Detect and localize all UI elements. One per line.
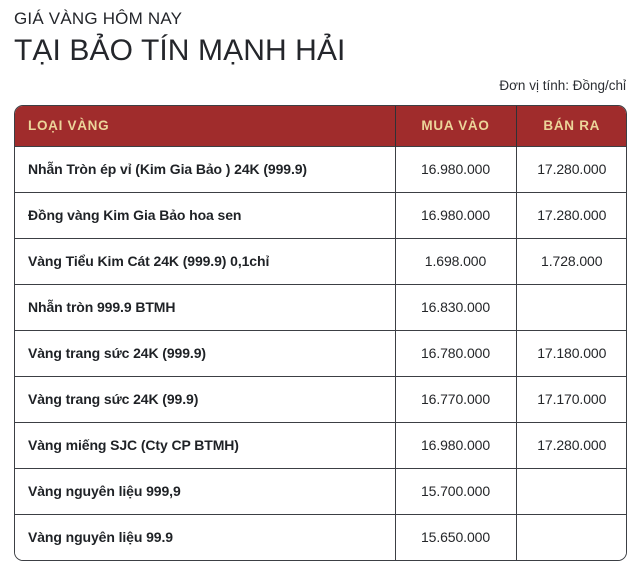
table-row bbox=[15, 468, 627, 514]
cell-buy-price: 15.650.000 bbox=[395, 514, 516, 560]
cell-buy-price: 16.770.000 bbox=[395, 376, 516, 422]
cell-buy-price: 16.980.000 bbox=[395, 146, 516, 192]
table-row bbox=[15, 192, 627, 238]
table-row bbox=[15, 514, 627, 560]
cell-buy-price: 16.980.000 bbox=[395, 192, 516, 238]
cell-buy-price: 15.700.000 bbox=[395, 468, 516, 514]
price-table-container bbox=[14, 105, 627, 561]
cell-gold-type: Nhẫn tròn 999.9 BTMH bbox=[15, 284, 395, 330]
cell-gold-type: Vàng nguyên liệu 99.9 bbox=[15, 514, 395, 560]
cell-gold-type: Vàng nguyên liệu 999,9 bbox=[15, 468, 395, 514]
cell-buy-price: 16.830.000 bbox=[395, 284, 516, 330]
cell-gold-type: Nhẫn Tròn ép vỉ (Kim Gia Bảo ) 24K (999.9) bbox=[15, 146, 395, 192]
cell-gold-type: Vàng trang sức 24K (999.9) bbox=[15, 330, 395, 376]
cell-sell-price: 17.180.000 bbox=[516, 330, 627, 376]
cell-sell-price: 1.728.000 bbox=[516, 238, 627, 284]
page-heading bbox=[0, 0, 640, 71]
cell-sell-price: 17.280.000 bbox=[516, 146, 627, 192]
cell-buy-price: 1.698.000 bbox=[395, 238, 516, 284]
column-header-buy: MUA VÀO bbox=[395, 106, 516, 146]
cell-gold-type: Vàng miếng SJC (Cty CP BTMH) bbox=[15, 422, 395, 468]
cell-sell-price bbox=[516, 284, 627, 330]
table-header bbox=[15, 106, 627, 146]
column-header-sell: BÁN RA bbox=[516, 106, 627, 146]
cell-gold-type: Vàng Tiểu Kim Cát 24K (999.9) 0,1chỉ bbox=[15, 238, 395, 284]
cell-sell-price: 17.170.000 bbox=[516, 376, 627, 422]
cell-sell-price bbox=[516, 468, 627, 514]
cell-sell-price: 17.280.000 bbox=[516, 422, 627, 468]
cell-buy-price: 16.780.000 bbox=[395, 330, 516, 376]
table-body bbox=[15, 146, 627, 560]
table-row bbox=[15, 330, 627, 376]
page-title: TẠI BẢO TÍN MẠNH HẢI bbox=[14, 34, 346, 67]
cell-gold-type: Vàng trang sức 24K (99.9) bbox=[15, 376, 395, 422]
cell-sell-price bbox=[516, 514, 627, 560]
unit-note: Đơn vị tính: Đồng/chỉ bbox=[499, 78, 626, 93]
page-kicker: GIÁ VÀNG HÔM NAY bbox=[14, 9, 183, 28]
table-row bbox=[15, 146, 627, 192]
cell-sell-price: 17.280.000 bbox=[516, 192, 627, 238]
cell-gold-type: Đồng vàng Kim Gia Bảo hoa sen bbox=[15, 192, 395, 238]
gold-price-table bbox=[15, 106, 627, 560]
table-row bbox=[15, 284, 627, 330]
table-row bbox=[15, 376, 627, 422]
table-row bbox=[15, 238, 627, 284]
table-row bbox=[15, 422, 627, 468]
column-header-name: LOẠI VÀNG bbox=[15, 106, 395, 146]
cell-buy-price: 16.980.000 bbox=[395, 422, 516, 468]
table-header-row bbox=[15, 106, 627, 146]
